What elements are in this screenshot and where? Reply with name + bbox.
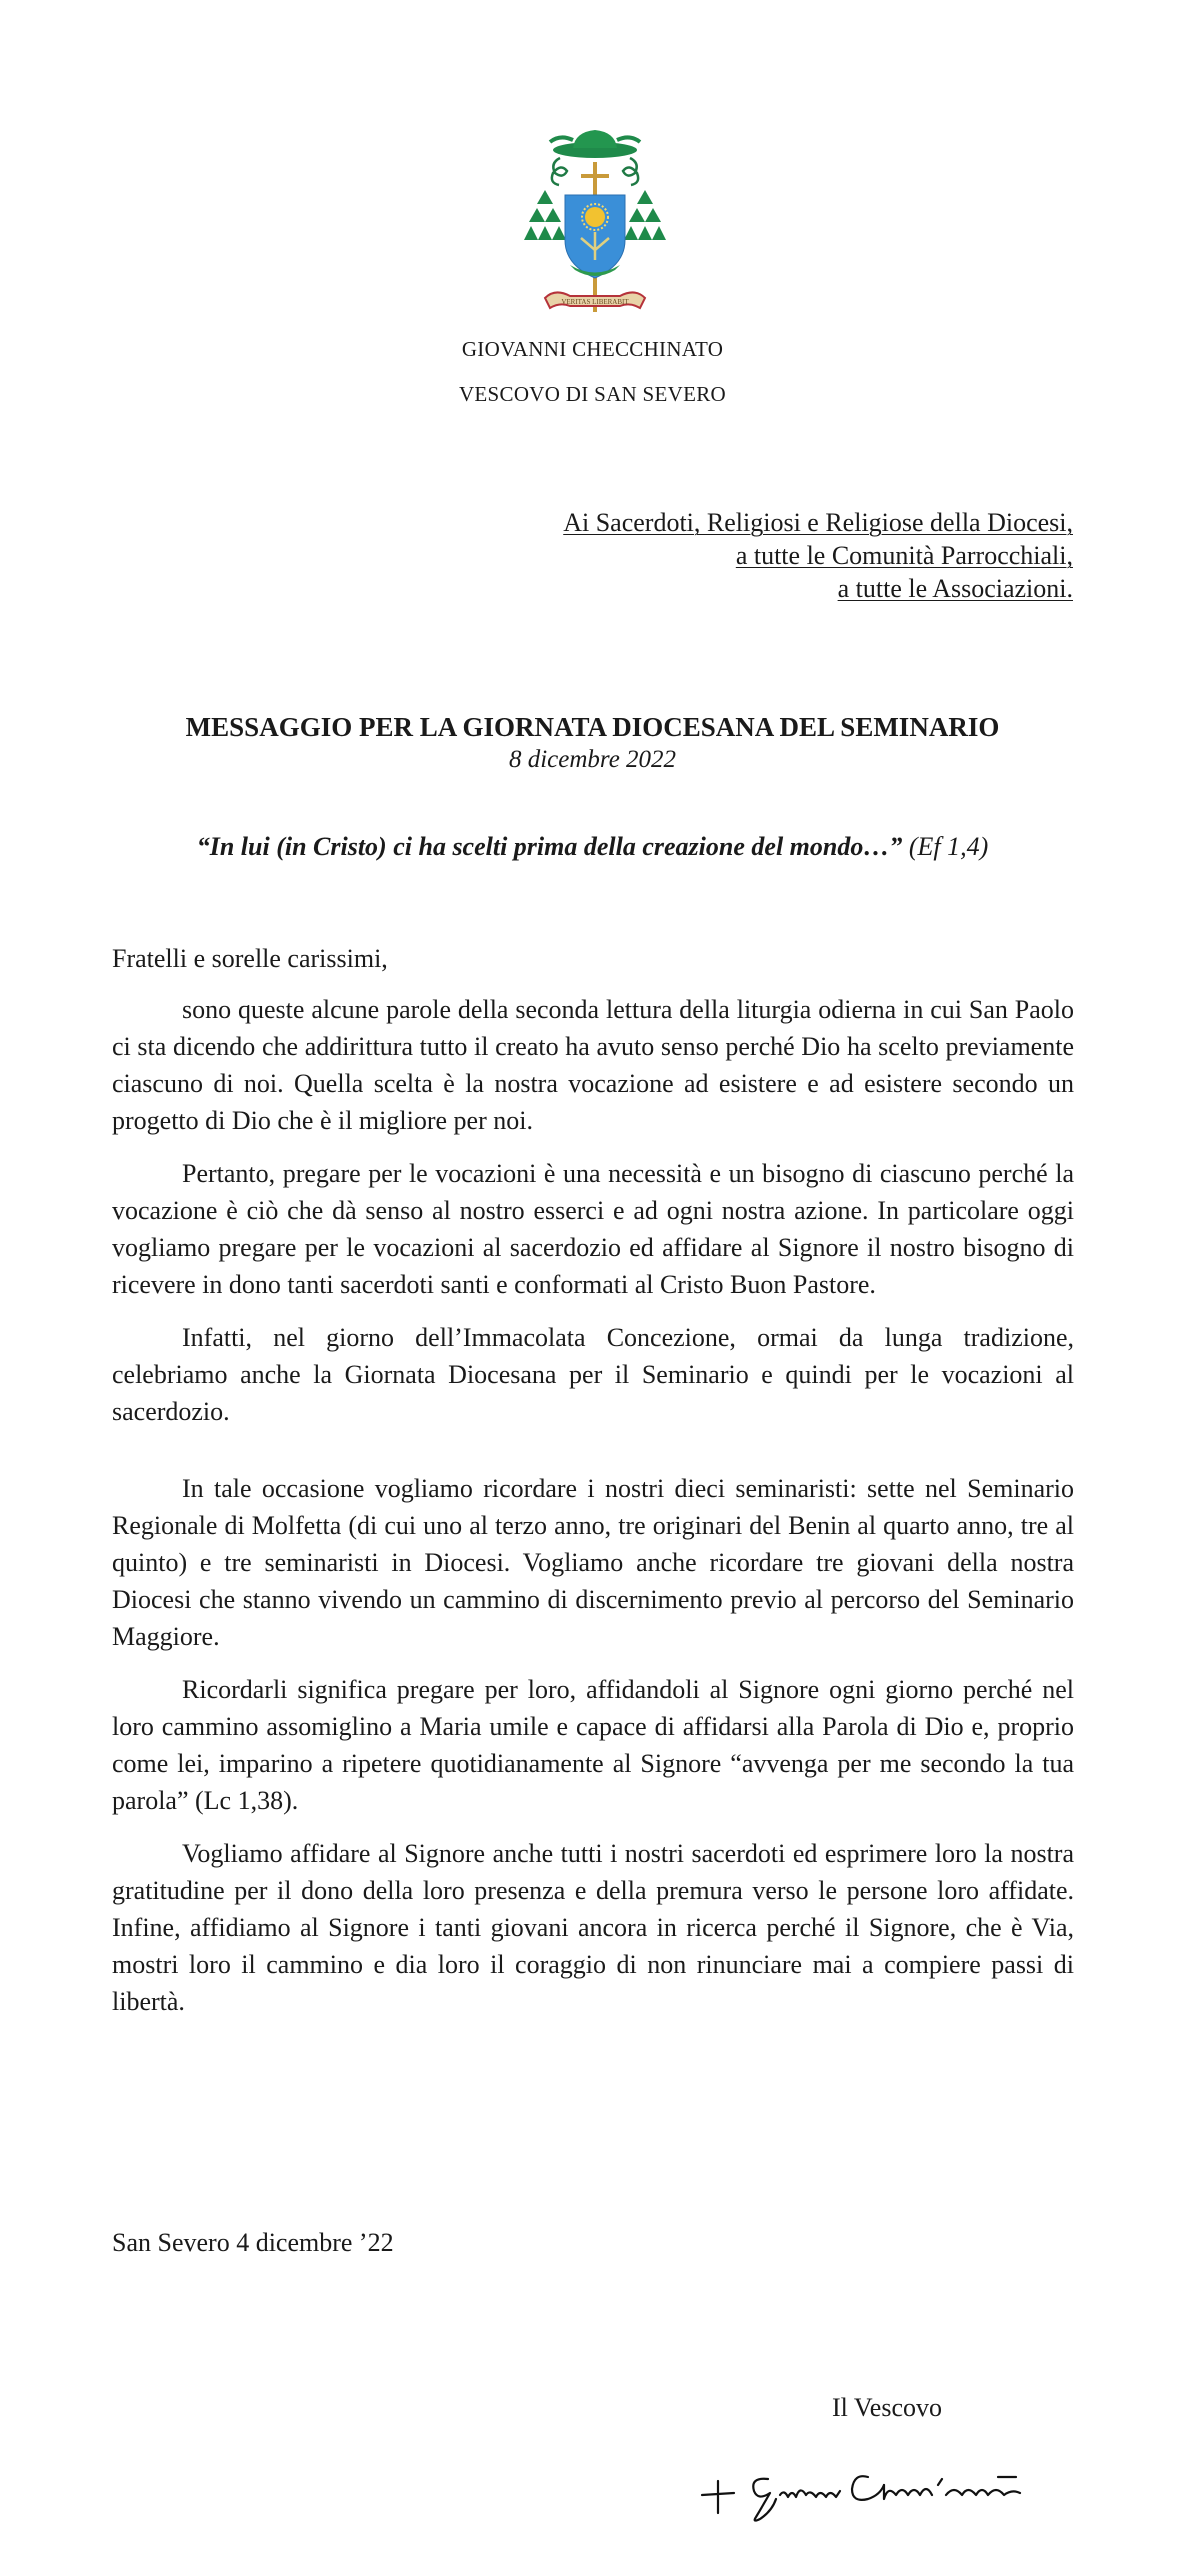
epigraph-reference: (Ef 1,4) (908, 832, 989, 861)
addressee-line: Ai Sacerdoti, Religiosi e Religiose della Diocesi, (563, 508, 1073, 537)
signer-title: Il Vescovo (832, 2393, 943, 2422)
body-paragraph: In tale occasione vogliamo ricordare i nostri dieci seminaristi: sette nel Seminario Regionale di Molfetta (di cui uno al terzo anno, tre originari del Benin al quarto anno, tre al quinto) e tre seminaristi in Diocesi. Vogliamo anche ricordare tre giovani della nostra Diocesi che stanno vivendo un cammino di discernimento previo al percorso del Seminario Maggiore. (112, 1474, 1074, 1651)
epigraph-quote: “In lui (in Cristo) ci ha scelti prima della creazione del mondo…” (196, 832, 903, 861)
addressees-block (563, 506, 1073, 605)
body-paragraph: sono queste alcune parole della seconda lettura della liturgia odierna in cui San Paolo ci sta dicendo che addirittura tutto il creato ha avuto senso perché Dio ha scelto previamente ciascuno di noi. Quella scelta è la nostra vocazione ad esistere e ad esistere secondo un progetto di Dio che è il migliore per noi. (112, 995, 1074, 1135)
body-paragraph: Ricordarli significa pregare per loro, affidandoli al Signore ogni giorno perché nel loro cammino assomiglino a Maria umile e capace di affidarsi alla Parola di Dio e, proprio come lei, imparino a ripetere quotidianamente al Signore “avvenga per me secondo la tua parola” (Lc 1,38). (112, 1675, 1074, 1815)
body-paragraph: Vogliamo affidare al Signore anche tutti i nostri sacerdoti ed esprimere loro la nostra gratitudine per il dono della loro presenza e della premura verso le persone loro affidate. Infine, affidiamo al Signore i tanti giovani ancora in ricerca perché il Signore, che è Via, mostri loro il cammino e dia loro il coraggio di non rinunciare mai a compiere passi di libertà. (112, 1839, 1074, 2016)
message-date: 8 dicembre 2022 (508, 746, 677, 773)
epigraph (0, 832, 1185, 862)
addressee-line: a tutte le Comunità Parrocchiali, (735, 541, 1073, 570)
place-and-date: San Severo 4 dicembre ’22 (112, 2228, 394, 2257)
message-title: MESSAGGIO PER LA GIORNATA DIOCESANA DEL SEMINARIO (185, 712, 1000, 742)
bishop-title: VESCOVO DI SAN SEVERO (458, 382, 727, 406)
coat-of-arms-icon (515, 120, 675, 325)
greeting: Fratelli e sorelle carissimi, (112, 944, 388, 973)
svg-text:VERITAS LIBERABIT: VERITAS LIBERABIT (561, 298, 629, 306)
body-paragraph: Pertanto, pregare per le vocazioni è una necessità e un bisogno di ciascuno perché la vocazione è ciò che dà senso al nostro esserci e ad ogni nostra azione. In particolare oggi vogliamo pregare per le vocazioni al sacerdozio ed affidare al Signore il nostro bisogno di ricevere in dono tanti sacerdoti santi e conformati al Cristo Buon Pastore. (112, 1159, 1074, 1299)
letter-body (112, 940, 1074, 2036)
addressee-line: a tutte le Associazioni. (837, 574, 1073, 603)
body-paragraph: Infatti, nel giorno dell’Immacolata Concezione, ormai da lunga tradizione, celebriamo anche la Giornata Diocesana per il Seminario e quindi per le vocazioni al sacerdozio. (112, 1323, 1074, 1426)
signature-icon (698, 2455, 1078, 2525)
bishop-name: GIOVANNI CHECCHINATO (461, 337, 724, 361)
